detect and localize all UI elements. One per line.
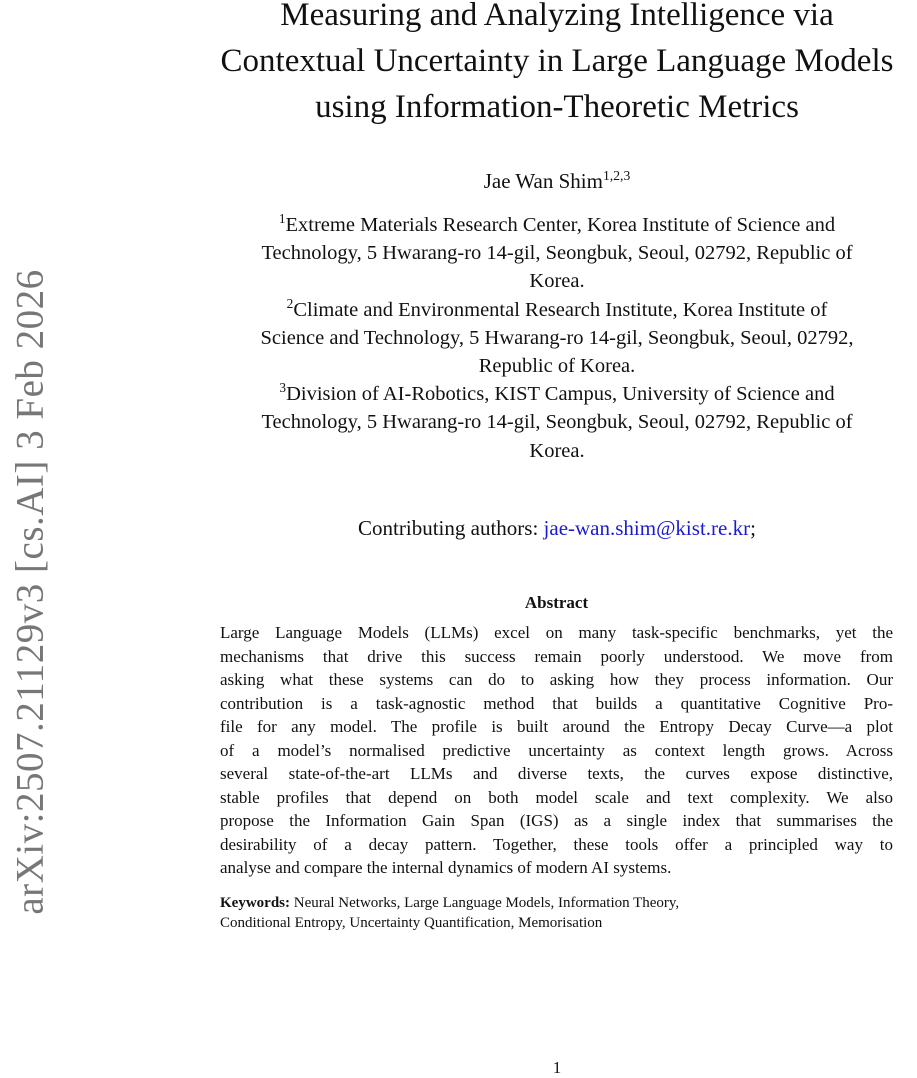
author-affil-marks: 1,2,3 bbox=[602, 167, 631, 183]
affil-mark: 3 bbox=[279, 380, 287, 396]
abstract-heading: Abstract bbox=[524, 593, 589, 612]
abstract-line: propose the Information Gain Span (IGS) as a single index that summarises the bbox=[220, 811, 893, 830]
affil-line: Climate and Environmental Research Institute, Korea Institute of bbox=[293, 298, 828, 321]
affil-line: Technology, 5 Hwarang-ro 14-gil, Seongbuk, Seoul, 02792, Republic of bbox=[261, 242, 853, 265]
affiliations bbox=[200, 211, 914, 465]
abstract-line: stable profiles that depend on both model scale and text complexity. We also bbox=[220, 787, 893, 807]
abstract-line: mechanisms that drive this success remain poorly understood. We move from bbox=[220, 646, 893, 666]
title-line: Contextual Uncertainty in Large Language Models bbox=[220, 43, 894, 79]
abstract-line: analyse and compare the internal dynamics of modern AI systems. bbox=[220, 858, 672, 877]
affil-line: Korea. bbox=[529, 270, 585, 293]
contrib-suffix: ; bbox=[750, 516, 756, 540]
affil-line: Technology, 5 Hwarang-ro 14-gil, Seongbuk, Seoul, 02792, Republic of bbox=[261, 411, 853, 434]
contrib-label: Contributing authors: bbox=[358, 516, 544, 540]
author bbox=[197, 169, 917, 194]
keywords bbox=[220, 893, 893, 933]
title-line: using Information-Theoretic Metrics bbox=[315, 89, 799, 125]
abstract-line: file for any model. The profile is built around the Entropy Decay Curve—a plot bbox=[220, 717, 893, 736]
author-name: Jae Wan Shim bbox=[483, 169, 603, 193]
keywords-label: Keywords: bbox=[220, 895, 290, 911]
contributing-authors bbox=[197, 516, 917, 541]
abstract-line: desirability of a decay pattern. Together, these tools offer a principled way to bbox=[220, 834, 893, 854]
arxiv-stamp: arXiv:2507.21129v3 [cs.AI] 3 Feb 2026 bbox=[8, 269, 52, 915]
affil-line: Science and Technology, 5 Hwarang-ro 14-gil, Seongbuk, Seoul, 02792, bbox=[260, 326, 854, 349]
abstract-line: several state-of-the-art LLMs and diverse texts, the curves expose distinctive, bbox=[220, 764, 893, 783]
affil-mark: 1 bbox=[278, 211, 286, 227]
abstract-line: contribution is a task-agnostic method that builds a quantitative Cognitive Pro- bbox=[220, 693, 893, 713]
paper-title bbox=[197, 0, 917, 130]
keywords-line: Conditional Entropy, Uncertainty Quantification, Memorisation bbox=[220, 915, 603, 931]
abstract-body bbox=[220, 621, 893, 880]
abstract-line: of a model’s normalised predictive uncertainty as context length grows. Across bbox=[220, 740, 893, 760]
abstract-line: asking what these systems can do to asking how they process information. Our bbox=[220, 670, 893, 689]
affil-line: Korea. bbox=[529, 439, 585, 462]
email-link[interactable]: jae-wan.shim@kist.re.kr bbox=[543, 516, 751, 540]
page-number: 1 bbox=[552, 1058, 562, 1077]
affil-line: Republic of Korea. bbox=[478, 355, 636, 378]
affil-line: Division of AI-Robotics, KIST Campus, University of Science and bbox=[286, 383, 835, 406]
title-line: Measuring and Analyzing Intelligence via bbox=[280, 0, 834, 33]
affil-mark: 2 bbox=[286, 295, 294, 311]
affil-line: Extreme Materials Research Center, Korea Institute of Science and bbox=[285, 214, 836, 236]
keywords-line: Neural Networks, Large Language Models, Information Theory, bbox=[290, 895, 680, 911]
abstract-line: Large Language Models (LLMs) excel on many task-specific benchmarks, yet the bbox=[220, 623, 893, 642]
